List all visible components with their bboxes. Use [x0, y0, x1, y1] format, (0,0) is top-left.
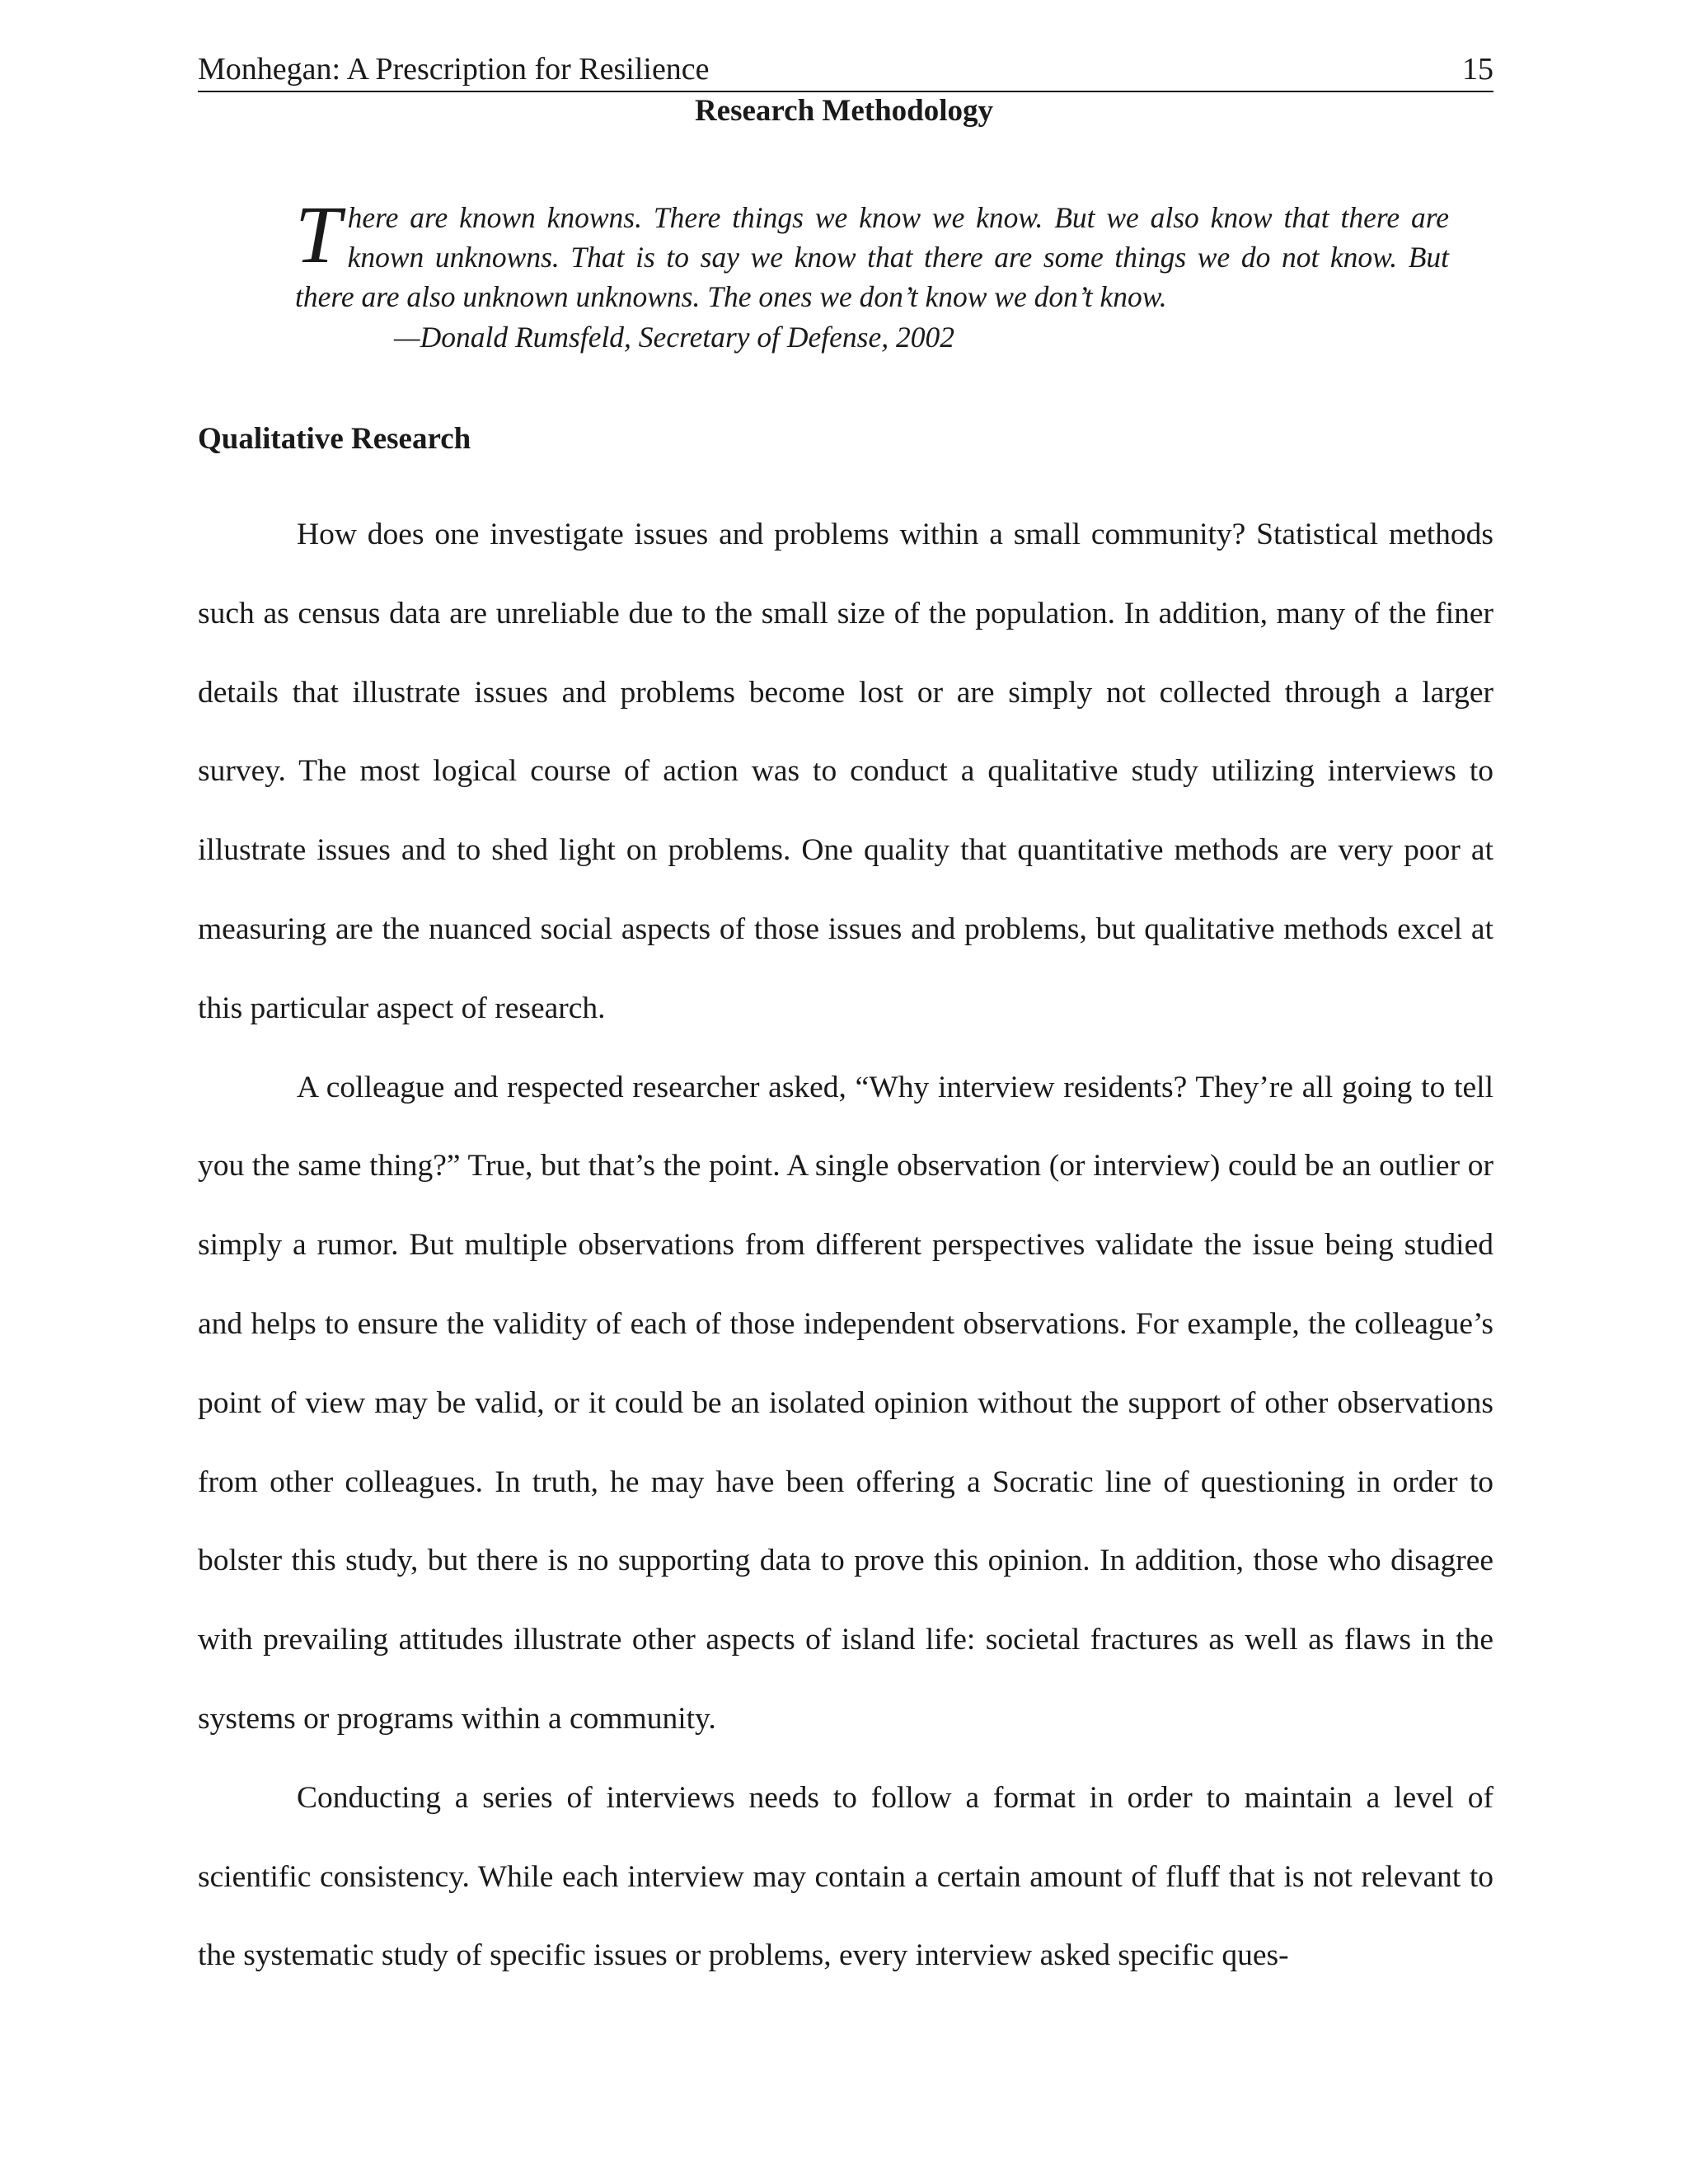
body-paragraph: How does one investigate issues and problems within a small community? Statistical methods such as census data are unreliable due to the small size of the population. In addition, many of the finer details that illustrate issues and problems become lost or are simply not collected through a larger survey. The most logical course of action was to conduct a qualitative study utilizing interviews to illustrate issues and to shed light on problems. One quality that quantitative methods are very poor at measuring are the nuanced social aspects of those issues and problems, but qualitative methods excel at this particular aspect of research.	[198, 518, 1493, 1025]
epigraph-quote	[295, 189, 1449, 316]
epigraph-text: here are known knowns. There things we know we know. But we also know that there are known unknowns. That is to say we know that there are some things we do not know. But there are also unknown unknowns. The ones we don’t know we don’t know.	[295, 201, 1449, 313]
section-title: Research Methodology	[694, 94, 994, 128]
subsection-heading: Qualitative Research	[198, 422, 471, 456]
running-title: Monhegan: A Prescription for Resilience	[198, 52, 710, 87]
epigraph-dropcap: T	[295, 189, 341, 280]
epigraph-attribution: —Donald Rumsfeld, Secretary of Defense, 2002	[394, 321, 954, 354]
body-paragraph: A colleague and respected researcher asked, “Why interview residents? They’re all going to tell you the same thing?” True, but that’s the point. A single observation (or interview) could be an outlier or simply a rumor. But multiple observations from different perspectives validate the issue being studied and helps to ensure the validity of each of those independent observations. For example, the colleague’s point of view may be valid, or it could be an isolated opinion without the support of other observations from other colleagues. In truth, he may have been offering a Socratic line of questioning in order to bolster this study, but there is no supporting data to prove this opinion. In addition, those who disagree with prevailing attitudes illustrate other aspects of island life: societal fractures as well as flaws in the systems or programs within a community.	[198, 1070, 1493, 1736]
page-number: 15	[1462, 52, 1493, 87]
running-header	[198, 48, 1493, 92]
body-paragraph: Conducting a series of interviews needs to follow a format in order to maintain a level of scientific consistency. While each interview may contain a certain amount of fluff that is not relevant to the systematic study of specific issues or problems, every interview asked specific ques-	[198, 1780, 1493, 1973]
body-text	[198, 495, 1493, 1995]
